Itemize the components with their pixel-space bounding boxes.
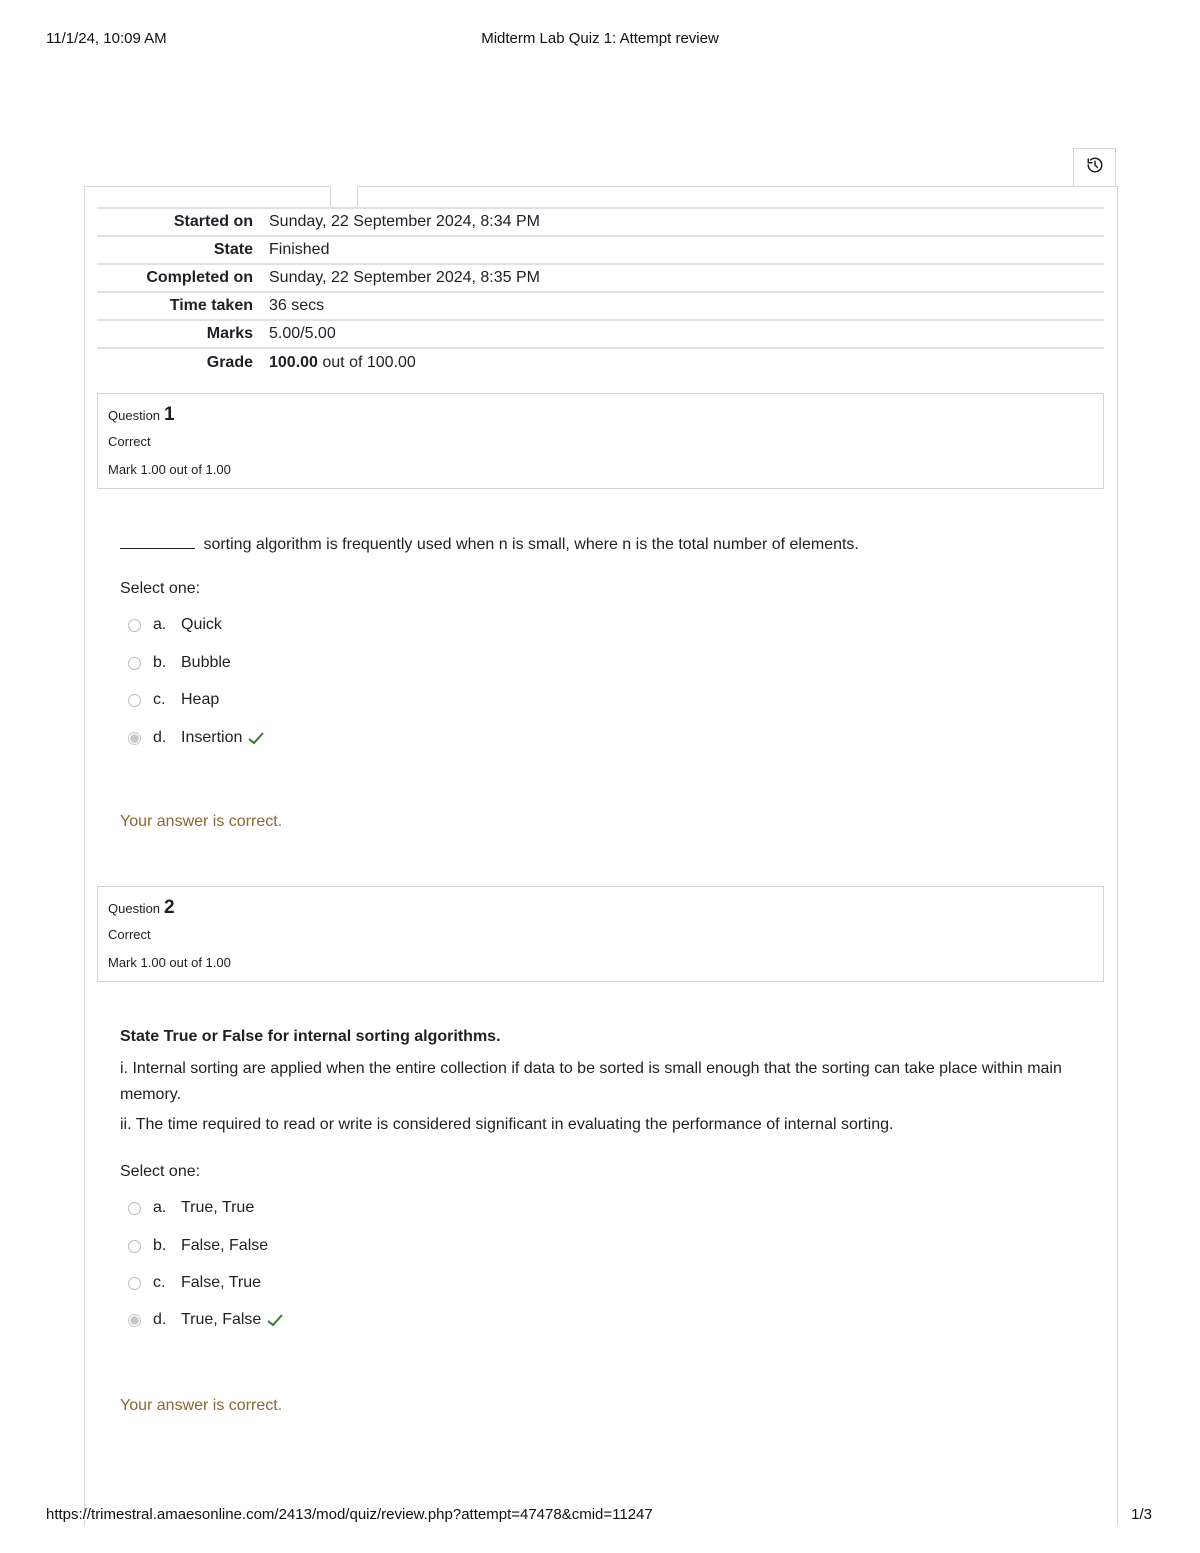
option-letter: d. — [153, 1311, 167, 1328]
radio-button-selected[interactable] — [128, 732, 141, 745]
radio-button[interactable] — [128, 694, 141, 707]
summary-row-grade — [97, 348, 1104, 376]
question-2-info — [97, 886, 1104, 982]
correct-check-icon — [267, 1313, 283, 1327]
radio-button[interactable] — [128, 1202, 141, 1215]
print-footer — [0, 1506, 1200, 1526]
summary-value: Finished — [269, 236, 1104, 264]
print-header — [0, 30, 1200, 50]
print-page-number: 1/3 — [1131, 1506, 1152, 1523]
blank-line — [120, 532, 195, 549]
radio-button[interactable] — [128, 1277, 141, 1290]
summary-row-completed — [97, 264, 1104, 292]
radio-button-selected[interactable] — [128, 1314, 141, 1327]
question-number — [108, 897, 175, 919]
question-number — [108, 404, 175, 426]
option-text: Insertion — [181, 729, 243, 746]
question-1-text — [120, 532, 1080, 558]
option-letter: a. — [153, 1199, 167, 1216]
summary-label: Started on — [97, 208, 269, 236]
option-letter: a. — [153, 616, 167, 633]
summary-label: Marks — [97, 320, 269, 348]
option-letter: d. — [153, 729, 167, 746]
print-datetime: 11/1/24, 10:09 AM — [46, 30, 167, 47]
option-letter: b. — [153, 1237, 167, 1254]
q1-option-d[interactable] — [128, 726, 264, 750]
summary-value: Sunday, 22 September 2024, 8:34 PM — [269, 208, 1104, 236]
select-one-prompt: Select one: — [120, 1163, 201, 1180]
q2-option-c[interactable] — [128, 1271, 261, 1295]
q1-option-b[interactable] — [128, 651, 231, 675]
history-icon — [1086, 156, 1104, 179]
question-2-text — [120, 1024, 1080, 1138]
question-label: Question — [108, 901, 161, 916]
question-line-1: i. Internal sorting are applied when the entire collection if data to be sorted is small enough that the sorting can take place within main memory. — [120, 1060, 1062, 1103]
option-text: False, True — [181, 1274, 262, 1291]
option-text: Bubble — [181, 654, 231, 671]
question-number-value: 1 — [164, 404, 175, 425]
question-heading: State True or False for internal sorting algorithms. — [120, 1028, 501, 1045]
radio-button[interactable] — [128, 1240, 141, 1253]
radio-button[interactable] — [128, 619, 141, 632]
summary-row-marks — [97, 320, 1104, 348]
radio-button[interactable] — [128, 657, 141, 670]
q1-option-c[interactable] — [128, 688, 219, 712]
summary-label: State — [97, 236, 269, 264]
summary-label: Completed on — [97, 264, 269, 292]
summary-value: 5.00/5.00 — [269, 320, 1104, 348]
question-label: Question — [108, 408, 161, 423]
attempt-summary-table — [97, 207, 1104, 376]
question-2-feedback: Your answer is correct. — [120, 1397, 283, 1414]
grade-out-of: out of 100.00 — [317, 353, 416, 371]
summary-row-state — [97, 236, 1104, 264]
option-letter: c. — [153, 691, 166, 708]
summary-row-time — [97, 292, 1104, 320]
q2-option-a[interactable] — [128, 1196, 254, 1220]
print-title: Midterm Lab Quiz 1: Attempt review — [481, 30, 719, 47]
question-1-feedback: Your answer is correct. — [120, 813, 283, 830]
question-state: Correct — [108, 927, 151, 942]
correct-check-icon — [248, 731, 264, 745]
summary-label: Time taken — [97, 292, 269, 320]
option-text: Heap — [181, 691, 220, 708]
q2-option-d[interactable] — [128, 1308, 283, 1332]
question-text: sorting algorithm is frequently used when n is small, where n is the total number of elements. — [199, 536, 859, 553]
option-text: Quick — [181, 616, 222, 633]
q2-option-b[interactable] — [128, 1234, 268, 1258]
question-state: Correct — [108, 434, 151, 449]
quiz-navigation-button[interactable] — [1073, 148, 1116, 186]
q1-option-a[interactable] — [128, 613, 222, 637]
summary-row-started — [97, 208, 1104, 236]
option-text: True, False — [181, 1311, 262, 1328]
summary-value: Sunday, 22 September 2024, 8:35 PM — [269, 264, 1104, 292]
option-text: False, False — [181, 1237, 269, 1254]
option-letter: c. — [153, 1274, 166, 1291]
question-mark: Mark 1.00 out of 1.00 — [108, 462, 231, 477]
select-one-prompt: Select one: — [120, 580, 201, 597]
summary-value: 36 secs — [269, 292, 1104, 320]
grade-value: 100.00 — [269, 353, 318, 371]
question-mark: Mark 1.00 out of 1.00 — [108, 955, 231, 970]
option-text: True, True — [181, 1199, 255, 1216]
question-1-info — [97, 393, 1104, 489]
summary-value — [269, 348, 1104, 376]
drawer-handle[interactable] — [330, 186, 358, 208]
summary-label: Grade — [97, 348, 269, 376]
option-letter: b. — [153, 654, 167, 671]
print-url: https://trimestral.amaesonline.com/2413/mod/quiz/review.php?attempt=47478&cmid=11247 — [46, 1506, 653, 1523]
question-number-value: 2 — [164, 897, 175, 918]
question-line-2: ii. The time required to read or write is considered significant in evaluating the performance of internal sorting. — [120, 1116, 894, 1133]
